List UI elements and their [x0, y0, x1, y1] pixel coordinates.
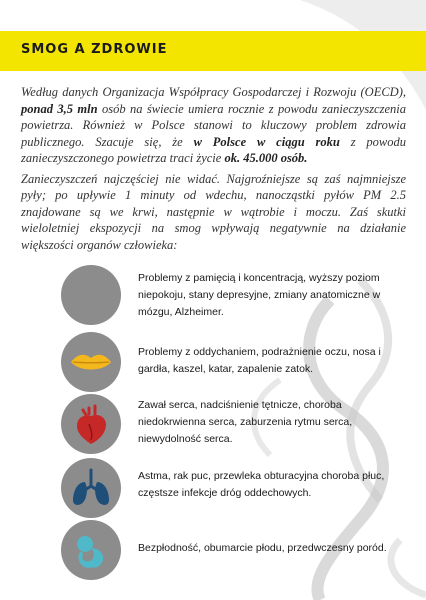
- lungs-icon: [61, 458, 121, 518]
- intro-paragraph-2: Zanieczyszczeń najczęściej nie widać. Najgroźniejsze są zaś najmniejsze pyły; po upływie 1 minuty od wdechu, nanocząstki pyłów PM 2.5 znajdowane są we krwi, następnie w wątrobie i moczu. Zaś skutki wieloletniej ekspozycji na smog wpływają negatywnie na działanie większości organów człowieka:: [21, 171, 406, 252]
- header-banner: [0, 31, 426, 71]
- effect-text: Bezpłodność, obumarcie płodu, przedwczesny poród.: [138, 542, 387, 554]
- intro-paragraph-1: [21, 84, 406, 167]
- effect-item-brain: [61, 265, 401, 327]
- icon-circle: [61, 265, 121, 325]
- intro-text-span: Według danych Organizacja Współpracy Gospodarczej i Rozwoju (OECD),: [21, 85, 406, 99]
- heart-icon: [61, 394, 121, 454]
- effect-item-lungs: [61, 458, 401, 520]
- effect-text: Problemy z oddychaniem, podrażnienie oczu, nosa i gardła, kaszel, katar, zapalenie zatok.: [138, 346, 381, 375]
- intro-text-span: osób na świecie umiera rocznie z powodu zanieczyszczenia powietrza. Również w Polsce stanowi to kluczowy problem zdrowia publicznego. Szacuje się, że: [21, 101, 406, 149]
- effect-text: Zawał serca, nadciśnienie tętnicze, choroba niedokrwienna serca, zaburzenia rytmu serca, niewydolność serca.: [138, 399, 353, 445]
- intro-text: [21, 84, 406, 257]
- effect-item-fetus: [61, 520, 401, 582]
- brain-icon: [61, 265, 121, 325]
- intro-highlight: ok. 45.000 osób.: [224, 151, 308, 165]
- effect-text: Problemy z pamięcią i koncentracją, wyższy poziom niepokoju, stany depresyjne, zmiany anatomiczne w mózgu, Alzheimer.: [138, 272, 381, 318]
- intro-text-span: z powodu zanieczyszczonego powietrza traci życie: [21, 134, 407, 165]
- effect-text: Astma, rak puc, przewleka obturacyjna choroba płuc, częstsze infekcje dróg oddechowych.: [138, 470, 385, 499]
- page-title: SMOG A ZDROWIE: [21, 42, 168, 57]
- icon-circle: [61, 520, 121, 580]
- icon-circle: [61, 458, 121, 518]
- intro-highlight: ponad 3,5 mln: [21, 101, 98, 116]
- icon-circle: [61, 332, 121, 392]
- lips-icon: [61, 332, 121, 392]
- icon-circle: [61, 394, 121, 454]
- effect-item-heart: [61, 394, 401, 456]
- intro-highlight: w Polsce w ciągu roku: [193, 134, 340, 149]
- fetus-icon: [61, 520, 121, 580]
- effect-item-lips: [61, 332, 401, 394]
